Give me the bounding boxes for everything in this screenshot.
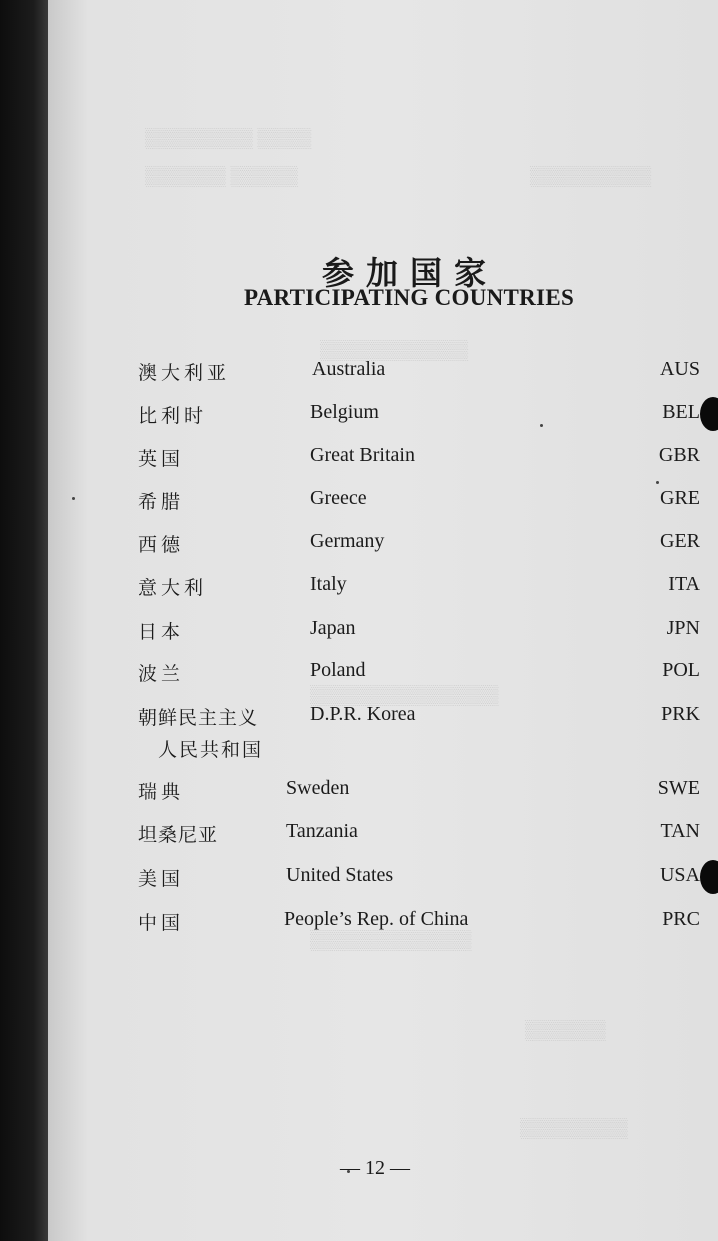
country-row bbox=[0, 908, 718, 948]
page-number: — 12 — bbox=[340, 1157, 410, 1179]
country-row bbox=[0, 777, 718, 817]
bleed-through-decoration: ▒▒▒▒▒▒▒▒▒ bbox=[530, 166, 652, 187]
country-name-english: Italy bbox=[310, 573, 347, 595]
paper-speck bbox=[656, 481, 659, 484]
country-name-english: Belgium bbox=[310, 401, 379, 423]
page-title-english: PARTICIPATING COUNTRIES bbox=[244, 285, 575, 310]
country-row bbox=[0, 864, 718, 904]
country-name-chinese: 希腊 bbox=[138, 491, 185, 513]
country-name-chinese: 美国 bbox=[138, 868, 185, 890]
bleed-through-decoration: ▒▒▒▒▒▒ bbox=[525, 1020, 606, 1041]
country-code: PRK bbox=[661, 703, 700, 725]
country-code: JPN bbox=[666, 617, 700, 639]
bleed-through-decoration: ▒▒▒▒▒▒▒▒ bbox=[520, 1118, 628, 1139]
country-name-chinese: 比利时 bbox=[138, 405, 208, 427]
country-code: GRE bbox=[660, 487, 700, 509]
country-row bbox=[0, 401, 718, 441]
country-code: BEL bbox=[662, 401, 700, 423]
country-row bbox=[0, 659, 718, 699]
country-name-english: Australia bbox=[312, 358, 386, 380]
page-title-chinese: 参加国家 bbox=[322, 254, 499, 292]
country-name-chinese: 日本 bbox=[138, 621, 185, 643]
country-name-chinese: 坦桑尼亚 bbox=[138, 824, 219, 846]
country-name-english: Poland bbox=[310, 659, 366, 681]
country-row bbox=[0, 487, 718, 527]
bleed-through-decoration: ▒▒▒▒▒ ▒▒▒▒▒▒ bbox=[145, 166, 298, 187]
bleed-through-decoration: ▒▒▒▒▒▒▒▒▒▒▒▒▒▒ bbox=[310, 685, 499, 706]
country-row bbox=[0, 617, 718, 657]
country-row bbox=[0, 530, 718, 570]
country-row bbox=[0, 573, 718, 613]
country-code: ITA bbox=[668, 573, 700, 595]
country-code: POL bbox=[662, 659, 700, 681]
country-name-chinese: 澳大利亚 bbox=[138, 362, 231, 384]
country-name-english: Greece bbox=[310, 487, 367, 509]
country-code: TAN bbox=[660, 820, 700, 842]
country-name-chinese: 波兰 bbox=[138, 663, 185, 685]
country-name-english: United States bbox=[286, 864, 394, 886]
country-row bbox=[0, 444, 718, 484]
country-name-english: Tanzania bbox=[286, 820, 358, 842]
country-name-english: D.P.R. Korea bbox=[310, 703, 416, 725]
country-name-chinese: 西德 bbox=[138, 534, 185, 556]
country-code: GER bbox=[660, 530, 700, 552]
country-name-english: People’s Rep. of China bbox=[284, 908, 469, 930]
country-code: PRC bbox=[662, 908, 700, 930]
country-code: GBR bbox=[658, 444, 700, 466]
country-name-chinese: 中国 bbox=[138, 912, 185, 934]
country-row bbox=[0, 703, 718, 763]
country-name-english: Sweden bbox=[286, 777, 350, 799]
country-row bbox=[0, 358, 718, 398]
country-name-english: Japan bbox=[310, 617, 356, 639]
country-name-chinese: 英国 bbox=[138, 448, 185, 470]
country-name-chinese: 意大利 bbox=[138, 577, 208, 599]
bleed-through-decoration: ▒▒▒▒ ▒▒▒▒▒▒▒▒ bbox=[145, 128, 312, 149]
bleed-through-decoration: ▒▒▒▒▒▒▒▒▒▒▒▒ bbox=[310, 930, 472, 951]
country-row bbox=[0, 820, 718, 860]
bleed-through-decoration: ▒▒▒▒▒▒▒▒▒▒▒ bbox=[320, 340, 469, 361]
paper-speck bbox=[72, 497, 75, 500]
country-name-chinese: 瑞典 bbox=[138, 781, 185, 803]
country-name-english: Great Britain bbox=[310, 444, 415, 466]
country-code: SWE bbox=[657, 777, 700, 799]
paper-speck bbox=[540, 424, 543, 427]
country-name-chinese-line2: 人民共和国 bbox=[158, 739, 264, 761]
country-code: USA bbox=[659, 864, 700, 886]
country-name-chinese: 朝鲜民主主义 bbox=[138, 707, 259, 729]
country-name-english: Germany bbox=[310, 530, 385, 552]
country-code: AUS bbox=[659, 358, 700, 380]
